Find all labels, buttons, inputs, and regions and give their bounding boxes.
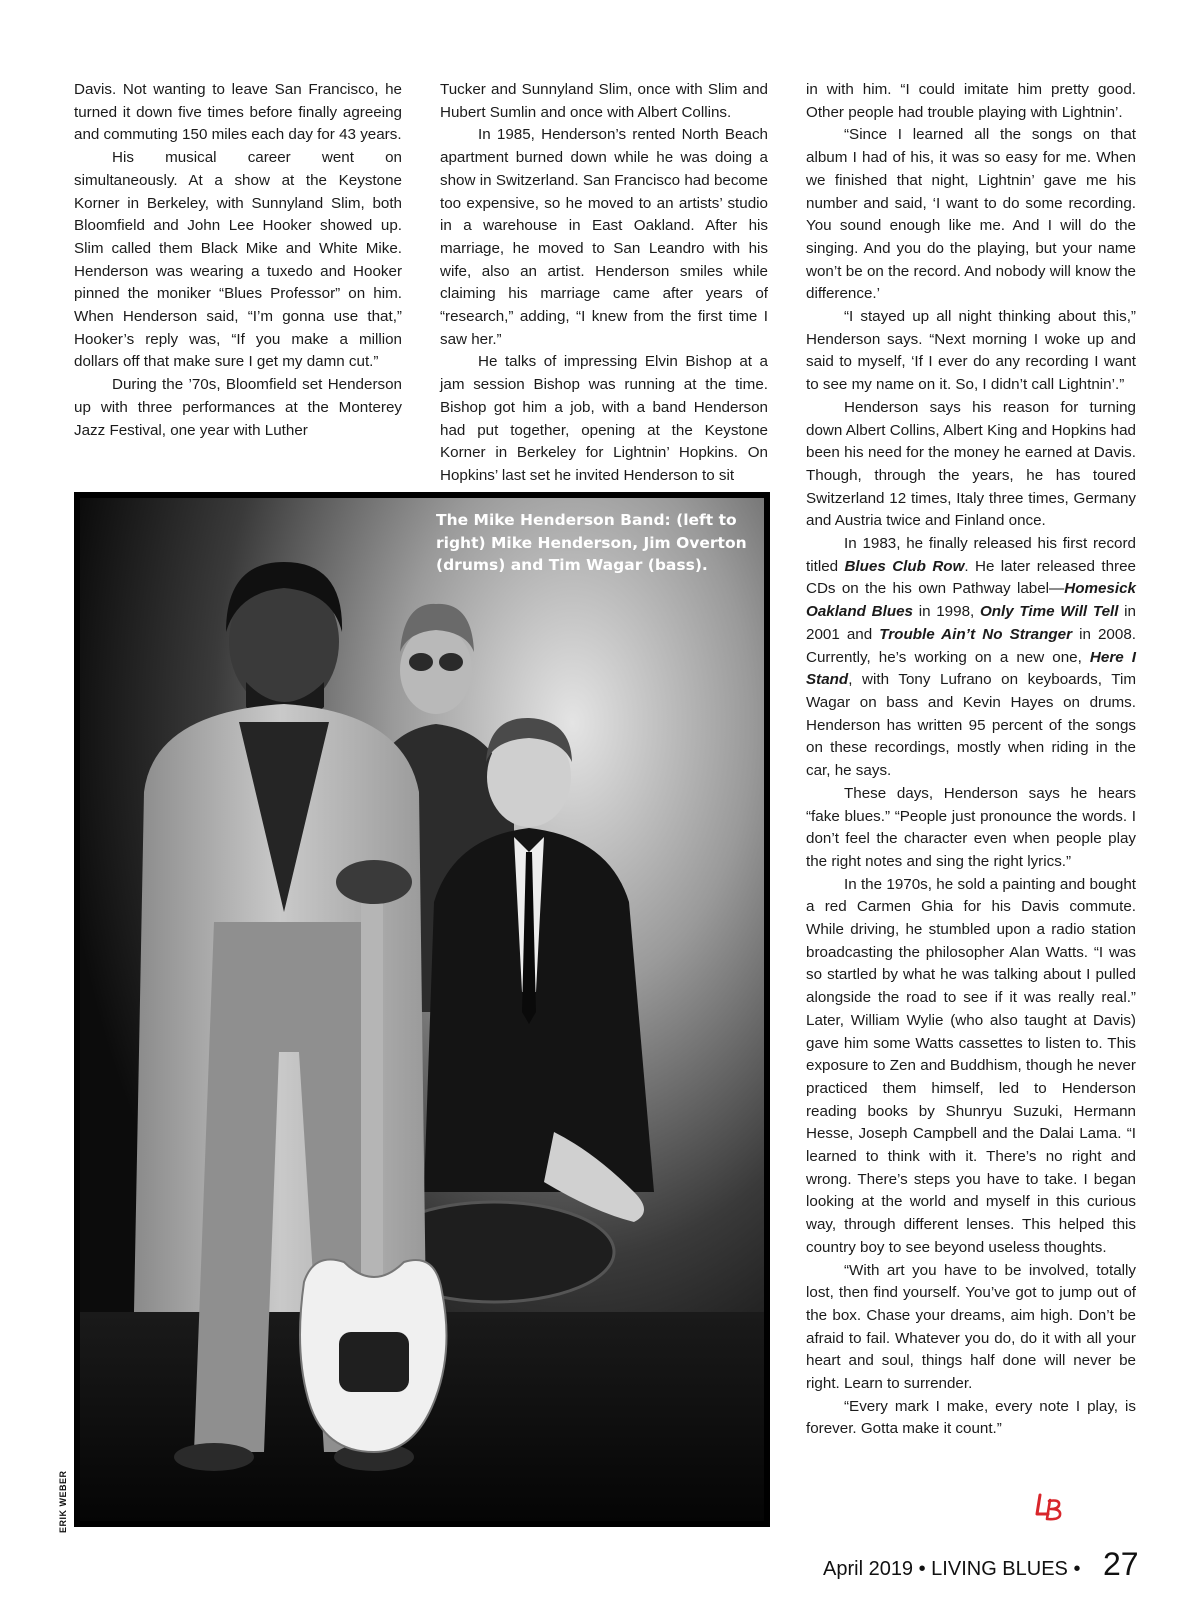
paragraph: In the 1970s, he sold a painting and bought a red Carmen Ghia for his Davis commute. While driving, he stumbled upon a radio station broadcasting the philosopher Alan Watts. “I was so startled by what he was talking about I pulled alongside the road to see if it was really real.” Later, William Wylie (who also taught at Davis) gave him some Watts cassettes to listen to. This exposure to Zen and Buddhism, though he never practiced them himself, led to Henderson reading books by Shunryu Suzuki, Hermann Hesse, Joseph Campbell and the Dalai Lama. “I learned to think with it. There’s no right and wrong. There’s steps you have to take. I began looking at the world and myself in this curious way, through different lenses. This helped this country boy to see beyond useless thoughts. <box>806 875 1136 1256</box>
end-mark-icon <box>1034 1492 1070 1522</box>
album-title: Homesick Oakland Blues <box>806 580 1136 621</box>
text-run: . He later released three CDs on the his own Pathway label— <box>806 557 1136 598</box>
paragraph: In 1985, Henderson’s rented North Beach apartment burned down while he was doing a show in Switzerland. San Francisco had become too expensive, so he moved to an artists’ studio in a warehouse in East Oakland. After his marriage, he moved to San Leandro with his wife, also an artist. Henderson smiles while claiming his marriage came after years of “research,” adding, “I knew from the first time I saw her.” <box>440 126 768 348</box>
paragraph-final: “Every mark I make, every note I play, is forever. Gotta make it count.” <box>806 1397 1136 1438</box>
paragraph: in with him. “I could imitate him pretty good. Other people had trouble playing with Lightnin’. <box>806 81 1136 121</box>
issue-line: April 2019 • LIVING BLUES • <box>823 1558 1081 1580</box>
text-run: in 2001 and <box>806 603 1136 643</box>
photo-caption: The Mike Henderson Band: (left to right) Mike Henderson, Jim Overton (drums) and Tim Wagar (bass). <box>436 511 747 574</box>
paragraph: During the ’70s, Bloomfield set Henderson up with three performances at the Monterey Jazz Festival, one year with Luther <box>74 376 402 439</box>
article-column-3 <box>806 79 1136 1441</box>
band-photo-illustration <box>74 492 770 1527</box>
page-footer <box>823 1546 1143 1586</box>
paragraph: Henderson says his reason for turning down Albert Collins, Albert King and Hopkins had been his need for the money he earned at Davis. Though, through the years, he has toured Switzerland 12 times, Italy three times, Germany and Austria twice and Finland once. <box>806 398 1136 530</box>
album-title: Blues Club Row <box>844 557 965 575</box>
paragraph: His musical career went on simultaneously. At a show at the Keystone Korner in Berkeley, with Sunnyland Slim, both Bloomfield and John Lee Hooker showed up. Slim called them Black Mike and White Mike. Henderson was wearing a tuxedo and Hooker pinned the moniker “Blues Professor” on him. When Henderson said, “I’m gonna use that,” Hooker’s reply was, “If you make a million dollars off that make sure I get my damn cut.” <box>74 149 402 371</box>
photo-credit-text: ERIK WEBER <box>58 1470 68 1533</box>
paragraph: Davis. Not wanting to leave San Francisco, he turned it down five times before finally agreeing and commuting 150 miles each day for 43 years. <box>74 81 402 144</box>
text-run: in 1998, <box>913 603 980 621</box>
band-photo <box>74 492 770 1527</box>
paragraph: “With art you have to be involved, totally lost, then find yourself. You’ve got to jump out of the box. Chase your dreams, aim high. Don’t be afraid to fail. Whatever you do, do it with all your heart and soul, things half done will never be right. Learn to surrender. <box>806 1261 1136 1393</box>
paragraph: He talks of impressing Elvin Bishop at a jam session Bishop was running at the time. Bishop got him a job, with a band Henderson had put together, opening at the Keystone Korner in Berkeley for Lightnin’ Hopkins. On Hopkins’ last set he invited Henderson to sit <box>440 353 768 484</box>
article-column-1 <box>74 79 402 442</box>
text-run: , with Tony Lufrano on keyboards, Tim Wagar on bass and Kevin Hayes on drums. Henderson has written 95 percent of the songs on these recordings, mostly when riding in the car, he says. <box>806 671 1136 780</box>
album-title: Trouble Ain’t No Stranger <box>879 625 1073 643</box>
photo-credit <box>55 1470 69 1540</box>
paragraph-discography <box>806 533 1136 783</box>
text-run: in 2008. Currently, he’s working on a new one, <box>806 625 1136 666</box>
paragraph: “I stayed up all night thinking about this,” Henderson says. “Next morning I woke up and said to myself, ‘If I ever do any recording I want to see my name on it. So, I didn’t call Lightnin’.” <box>806 308 1136 394</box>
page-number: 27 <box>1103 1546 1139 1582</box>
paragraph: Tucker and Sunnyland Slim, once with Slim and Hubert Sumlin and once with Albert Collins. <box>440 81 768 121</box>
paragraph: “Since I learned all the songs on that album I had of his, it was so easy for me. When we finished that night, Lightnin’ gave me his number and said, ‘I want to do some recording. You sound enough like me. And I will do the singing. And you do the playing, but your name won’t be on the record. And nobody will know the difference.’ <box>806 126 1136 303</box>
text-run: In 1983, he finally released his first record titled <box>806 535 1136 575</box>
album-title: Here I Stand <box>806 648 1136 689</box>
album-title: Only Time Will Tell <box>979 603 1119 621</box>
article-column-2 <box>440 79 768 488</box>
paragraph: These days, Henderson says he hears “fake blues.” “People just pronounce the words. I don’t feel the character even when people play the right notes and sing the right lyrics.” <box>806 784 1136 870</box>
